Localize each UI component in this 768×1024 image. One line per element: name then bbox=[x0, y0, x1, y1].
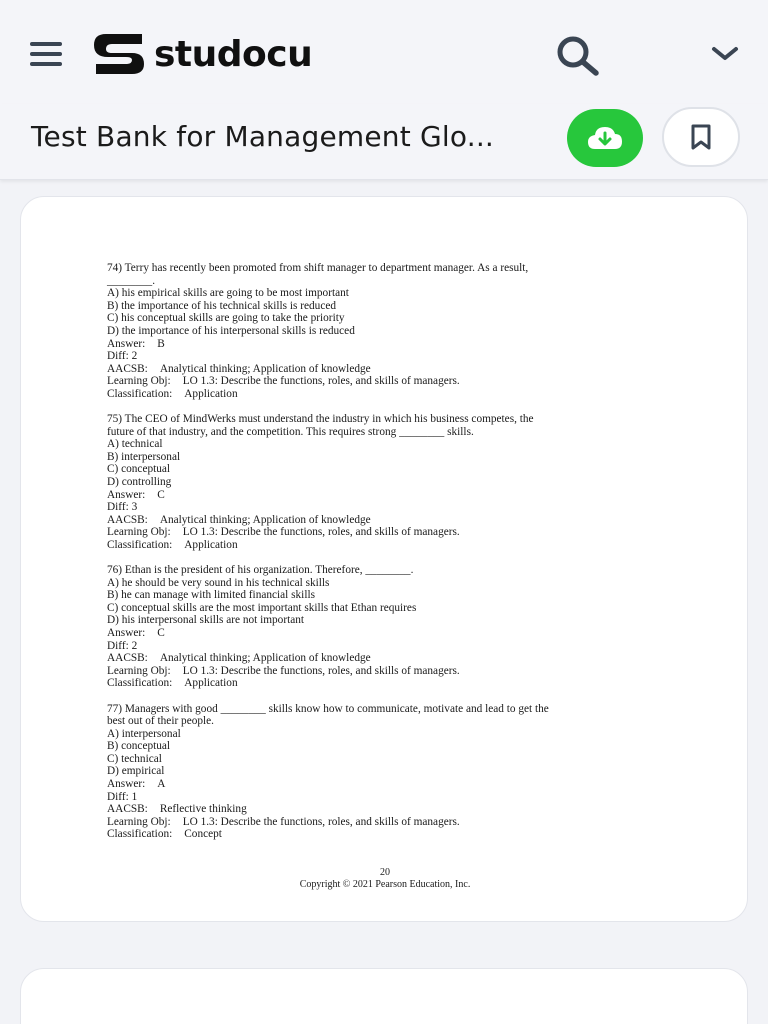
classification-line bbox=[107, 828, 687, 841]
question-75 bbox=[107, 413, 687, 552]
option-c: C) his conceptual skills are going to take the priority bbox=[107, 312, 345, 325]
aacsb-label: AACSB: bbox=[107, 803, 148, 816]
question-stem-cont: ________. bbox=[107, 274, 156, 287]
menu-icon[interactable] bbox=[28, 40, 64, 68]
aacsb-value: Analytical thinking; Application of knowledge bbox=[159, 513, 371, 526]
aacsb-line bbox=[107, 363, 687, 376]
learning-obj-label: Learning Obj: bbox=[107, 664, 171, 677]
classification-value: Application bbox=[184, 387, 238, 400]
learning-obj-value: LO 1.3: Describe the functions, roles, and skills of managers. bbox=[182, 664, 460, 677]
option-c: C) conceptual skills are the most important skills that Ethan requires bbox=[107, 601, 417, 614]
option-d: D) controlling bbox=[107, 476, 172, 488]
classification-value: Application bbox=[184, 538, 238, 551]
classification-value: Concept bbox=[184, 828, 222, 841]
classification-label: Classification: bbox=[107, 677, 173, 690]
classification-value: Application bbox=[184, 677, 238, 690]
answer-line bbox=[107, 778, 687, 791]
studocu-logo[interactable] bbox=[90, 30, 312, 78]
option-a: A) interpersonal bbox=[107, 727, 181, 740]
option-d: D) his interpersonal skills are not important bbox=[107, 614, 305, 627]
learning-obj-value: LO 1.3: Describe the functions, roles, and skills of managers. bbox=[182, 526, 460, 539]
question-stem: 75) The CEO of MindWerks must understand the industry in which his business competes, the bbox=[107, 413, 534, 426]
next-document-page bbox=[20, 968, 748, 1024]
option-c: C) conceptual bbox=[107, 463, 171, 476]
document-page bbox=[20, 196, 748, 922]
learning-obj-line bbox=[107, 375, 687, 388]
option-b: B) the importance of his technical skills is reduced bbox=[107, 299, 337, 312]
option-d: D) empirical bbox=[107, 765, 165, 778]
aacsb-value: Reflective thinking bbox=[159, 803, 247, 816]
classification-line bbox=[107, 539, 687, 552]
option-a: A) technical bbox=[107, 438, 163, 451]
option-a: A) he should be very sound in his technical skills bbox=[107, 576, 330, 589]
question-76 bbox=[107, 564, 687, 690]
bookmark-icon bbox=[688, 123, 714, 151]
answer-label: Answer: bbox=[107, 488, 146, 501]
learning-obj-label: Learning Obj: bbox=[107, 526, 171, 539]
answer-line bbox=[107, 627, 687, 640]
answer-value: B bbox=[157, 337, 165, 350]
search-icon[interactable] bbox=[552, 32, 604, 78]
question-stem: 76) Ethan is the president of his organization. Therefore, ________. bbox=[107, 564, 414, 577]
classification-line bbox=[107, 388, 687, 401]
difficulty: Diff: 3 bbox=[107, 501, 138, 514]
learning-obj-value: LO 1.3: Describe the functions, roles, and skills of managers. bbox=[182, 375, 460, 388]
answer-line bbox=[107, 489, 687, 502]
classification-label: Classification: bbox=[107, 387, 173, 400]
option-a: A) his empirical skills are going to be most important bbox=[107, 287, 349, 300]
classification-label: Classification: bbox=[107, 538, 173, 551]
classification-line bbox=[107, 677, 687, 690]
learning-obj-line bbox=[107, 526, 687, 539]
aacsb-value: Analytical thinking; Application of knowledge bbox=[159, 652, 371, 665]
aacsb-label: AACSB: bbox=[107, 513, 148, 526]
aacsb-label: AACSB: bbox=[107, 652, 148, 665]
document-title-bar bbox=[0, 104, 768, 180]
answer-value: A bbox=[157, 778, 166, 791]
difficulty: Diff: 2 bbox=[107, 639, 138, 652]
option-b: B) he can manage with limited financial skills bbox=[107, 589, 315, 602]
answer-label: Answer: bbox=[107, 337, 146, 350]
document-title: Test Bank for Management Glo... bbox=[31, 120, 495, 153]
answer-value: C bbox=[157, 488, 165, 501]
answer-line bbox=[107, 338, 687, 351]
document-content bbox=[107, 262, 687, 854]
copyright-notice: Copyright © 2021 Pearson Education, Inc. bbox=[299, 879, 471, 890]
learning-obj-label: Learning Obj: bbox=[107, 375, 171, 388]
answer-value: C bbox=[157, 627, 165, 640]
question-stem-cont: future of that industry, and the competition. This requires strong ________ skills. bbox=[107, 425, 474, 438]
aacsb-line bbox=[107, 514, 687, 527]
learning-obj-line bbox=[107, 816, 687, 829]
learning-obj-line bbox=[107, 665, 687, 678]
answer-label: Answer: bbox=[107, 627, 146, 640]
classification-label: Classification: bbox=[107, 828, 173, 841]
bookmark-button[interactable] bbox=[662, 107, 740, 167]
chevron-down-icon[interactable] bbox=[708, 42, 742, 66]
question-stem: 74) Terry has recently been promoted from shift manager to department manager. As a result, bbox=[107, 262, 529, 274]
brand-name: studocu bbox=[154, 33, 313, 75]
top-bar bbox=[0, 0, 768, 104]
page-number: 20 bbox=[380, 867, 390, 878]
aacsb-line bbox=[107, 652, 687, 665]
difficulty: Diff: 2 bbox=[107, 350, 138, 363]
download-button[interactable] bbox=[567, 109, 643, 167]
option-b: B) interpersonal bbox=[107, 450, 181, 463]
aacsb-label: AACSB: bbox=[107, 362, 148, 375]
studocu-logo-mark bbox=[90, 30, 148, 78]
option-b: B) conceptual bbox=[107, 740, 171, 753]
aacsb-value: Analytical thinking; Application of knowledge bbox=[159, 362, 371, 375]
option-d: D) the importance of his interpersonal skills is reduced bbox=[107, 324, 355, 337]
question-stem: 77) Managers with good ________ skills know how to communicate, motivate and lead to get the bbox=[107, 702, 549, 715]
question-stem-cont: best out of their people. bbox=[107, 715, 214, 728]
learning-obj-value: LO 1.3: Describe the functions, roles, and skills of managers. bbox=[182, 815, 460, 828]
option-c: C) technical bbox=[107, 752, 162, 765]
question-77 bbox=[107, 703, 687, 842]
learning-obj-label: Learning Obj: bbox=[107, 815, 171, 828]
cloud-download-icon bbox=[585, 123, 625, 153]
aacsb-line bbox=[107, 803, 687, 816]
question-74 bbox=[107, 262, 687, 401]
answer-label: Answer: bbox=[107, 778, 146, 791]
difficulty: Diff: 1 bbox=[107, 790, 138, 803]
